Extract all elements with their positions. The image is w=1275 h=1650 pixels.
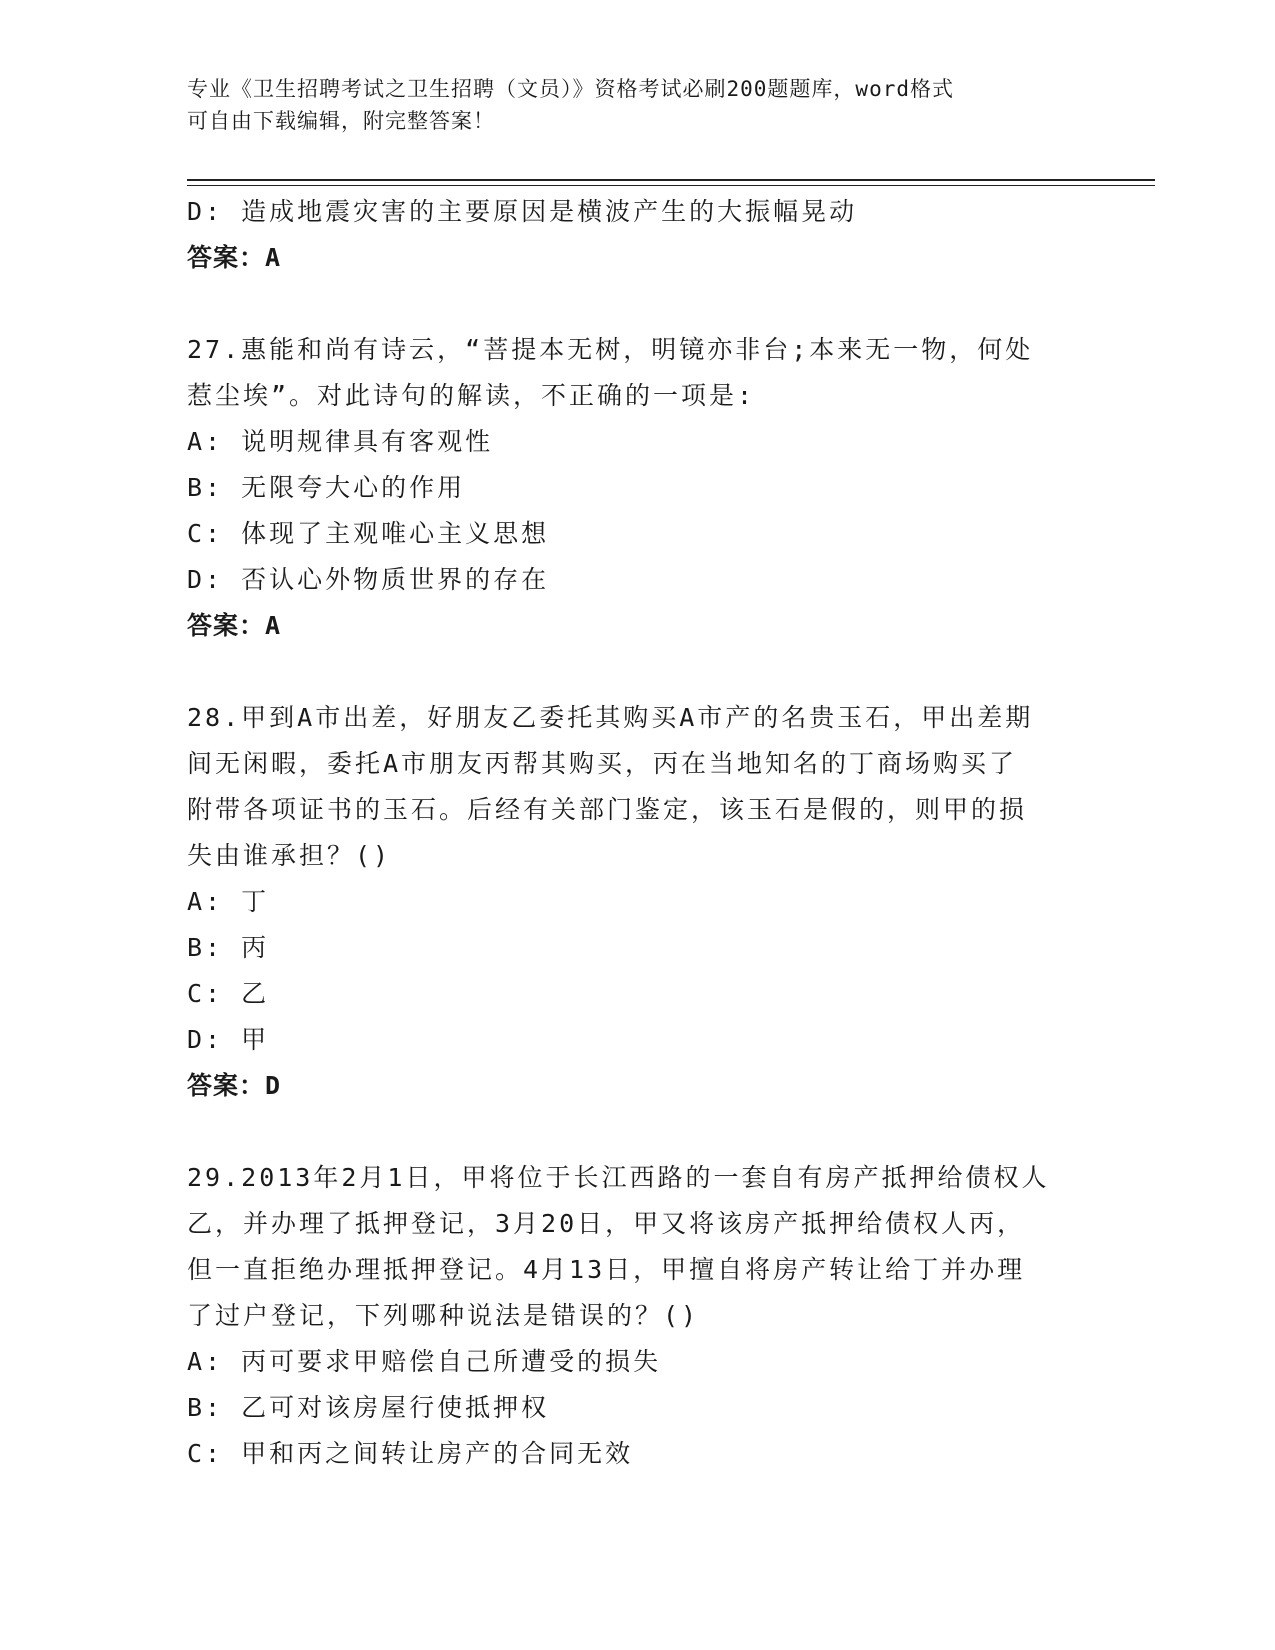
question-stem-line: 了过户登记，下列哪种说法是错误的？() [187, 1301, 700, 1330]
option-c: C: 乙 [187, 979, 270, 1008]
header-line-1: 专业《卫生招聘考试之卫生招聘（文员）》资格考试必刷200题题库，word格式 [187, 77, 954, 101]
option-b: B: 无限夸大心的作用 [187, 473, 466, 502]
option-a: A: 丙可要求甲赔偿自己所遭受的损失 [187, 1347, 662, 1376]
option-c: C: 体现了主观唯心主义思想 [187, 519, 550, 548]
question-stem-line: 29.2013年2月1日，甲将位于长江西路的一套自有房产抵押给债权人 [187, 1163, 1050, 1192]
question-stem-line: 28.甲到A市出差，好朋友乙委托其购买A市产的名贵玉石，甲出差期 [187, 703, 1034, 732]
question-stem-line: 失由谁承担？() [187, 841, 392, 870]
header-line-2: 可自由下载编辑，附完整答案！ [187, 109, 495, 133]
question-28 [187, 695, 1087, 1109]
option-b: B: 丙 [187, 933, 270, 962]
question-stem-line: 附带各项证书的玉石。后经有关部门鉴定，该玉石是假的，则甲的损 [187, 795, 1028, 824]
option-a: A: 说明规律具有客观性 [187, 427, 494, 456]
option-d: D: 否认心外物质世界的存在 [187, 565, 550, 594]
option-d: D: 造成地震灾害的主要原因是横波产生的大振幅晃动 [187, 197, 858, 226]
answer-line: 答案：A [187, 243, 282, 272]
answer-line: 答案：A [187, 611, 282, 640]
question-stem-line: 但一直拒绝办理抵押登记。4月13日，甲擅自将房产转让给丁并办理 [187, 1255, 1026, 1284]
option-a: A: 丁 [187, 887, 270, 916]
question-27 [187, 327, 1087, 649]
question-stem-line: 27.惠能和尚有诗云，“菩提本无树，明镜亦非台;本来无一物，何处 [187, 335, 1034, 364]
header-rule-thick [187, 179, 1155, 181]
answer-line: 答案：D [187, 1071, 282, 1100]
option-d: D: 甲 [187, 1025, 270, 1054]
previous-question-tail [187, 189, 1087, 281]
document-body [187, 189, 1087, 1477]
header-rule-thin [187, 185, 1155, 186]
question-29 [187, 1155, 1087, 1477]
question-stem-line: 乙，并办理了抵押登记，3月20日，甲又将该房产抵押给债权人丙， [187, 1209, 1026, 1238]
option-c: C: 甲和丙之间转让房产的合同无效 [187, 1439, 634, 1468]
question-stem-line: 惹尘埃”。对此诗句的解读，不正确的一项是: [187, 381, 756, 410]
document-header [187, 73, 1087, 137]
question-stem-line: 间无闲暇，委托A市朋友丙帮其购买，丙在当地知名的丁商场购买了 [187, 749, 1018, 778]
option-b: B: 乙可对该房屋行使抵押权 [187, 1393, 550, 1422]
